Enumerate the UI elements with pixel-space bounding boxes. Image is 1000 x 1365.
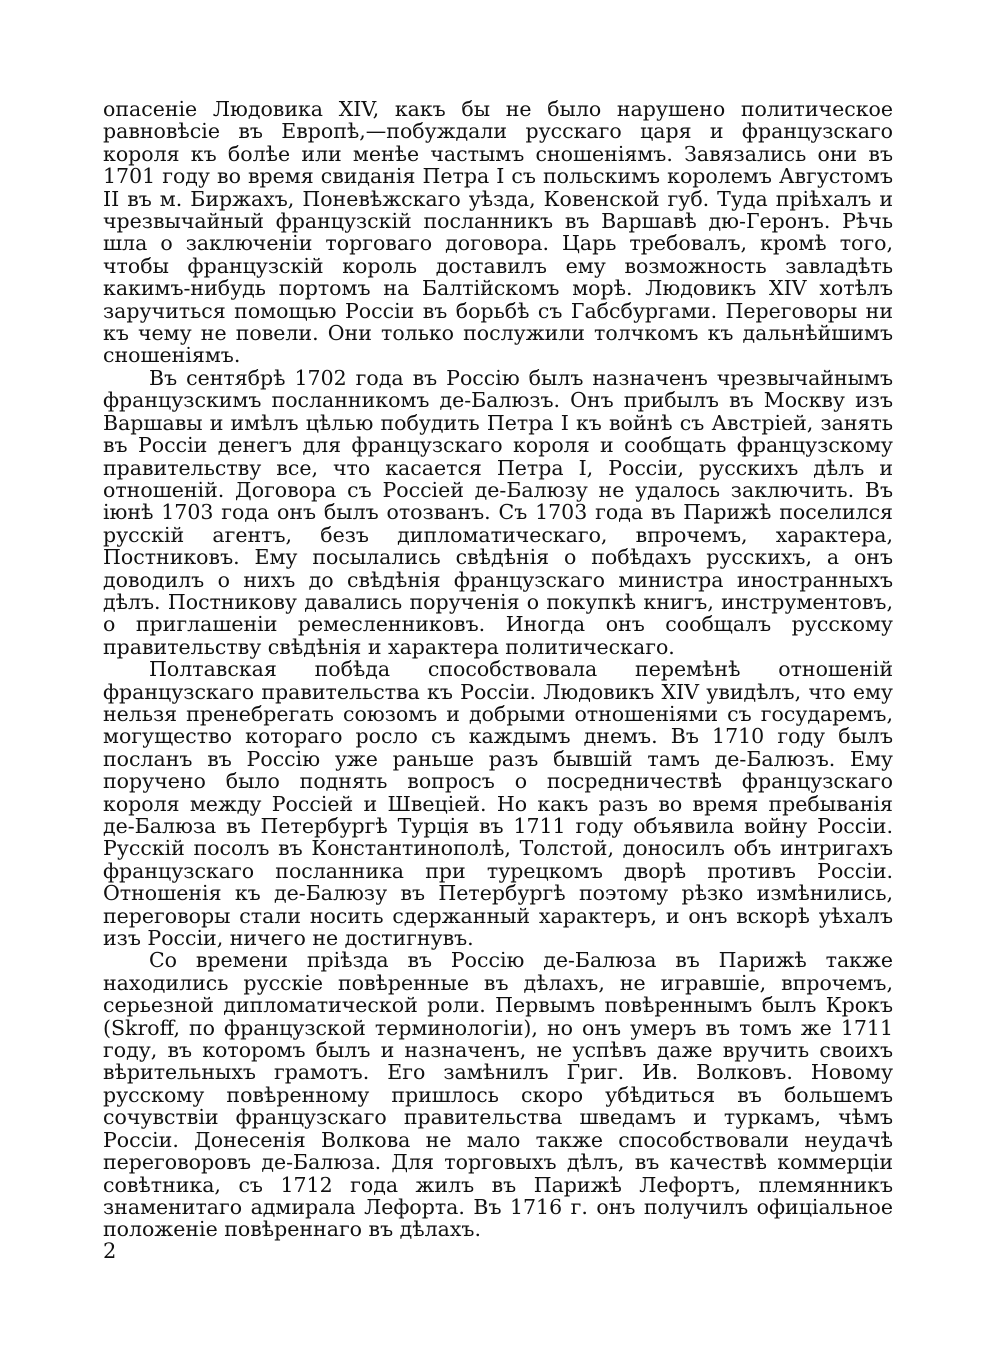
paragraph-4: Со времени пріѣзда въ Россію де-Балюза въ Парижѣ также находились русскіе повѣренные въ дѣлахъ, не игравшіе, впрочемъ, серьезной дипломатической роли. Первымъ повѣреннымъ былъ Крокъ (Skroff, по французской терминологіи), но онъ умеръ въ томъ же 1711 году, въ которомъ былъ и назначенъ, не успѣвъ даже вручить своихъ вѣрительныхъ грамотъ. Его замѣнилъ Григ. Ив. Волковъ. Новому русскому повѣренному пришлось скоро убѣдиться въ большемъ сочувствіи французскаго правительства шведамъ и туркамъ, чѣмъ Россіи. Донесенія Волкова не мало также способствовали неудачѣ переговоровъ де-Балюза. Для торговыхъ дѣлъ, въ качествѣ коммерціи совѣтника, съ 1712 года жилъ въ Парижѣ Лефортъ, племянникъ знаменитаго адмирала Лефорта. Въ 1716 г. онъ получилъ офиціальное положеніе повѣреннаго въ дѣлахъ. [103,948,893,1242]
paragraph-3: Полтавская побѣда способствовала перемѣнѣ отношеній французскаго правительства къ Россіи. Людовикъ XIV увидѣлъ, что ему нельзя пренебрегать союзомъ и добрыми отношеніями съ государемъ, могущество котораго росло съ каждымъ днемъ. Въ 1710 году былъ посланъ въ Россію уже раньше разъ бывшій тамъ де-Балюзъ. Ему поручено было поднять вопросъ о посредничествѣ французскаго короля между Россіей и Швеціей. Но какъ разъ во время пребыванія де-Балюза въ Петербургѣ Турція въ 1711 году объявила войну Россіи. Русскій посолъ въ Константинополѣ, Толстой, доносилъ объ интригахъ французскаго посланника при турецкомъ дворѣ противъ Россіи. Отношенія къ де-Балюзу въ Петербургѣ поэтому рѣзко измѣнились, переговоры стали носить сдержанный характеръ, и онъ вскорѣ уѣхалъ изъ Россіи, ничего не достигнувъ. [103,657,893,951]
paragraph-2: Въ сентябрѣ 1702 года въ Россію былъ назначенъ чрезвычайнымъ французскимъ посланникомъ де-Балюзъ. Онъ прибылъ въ Москву изъ Варшавы и имѣлъ цѣлью побудить Петра I къ войнѣ съ Австріей, занять въ Россіи денегъ для французскаго короля и сообщать французскому правительству все, что касается Петра I, Россіи, русскихъ дѣлъ и отношеній. Договора съ Россіей де-Балюзу не удалось заключить. Въ іюнѣ 1703 года онъ былъ отозванъ. Съ 1703 года въ Парижѣ поселился русскій агентъ, безъ дипломатическаго, впрочемъ, характера, Постниковъ. Ему посылались свѣдѣнія о побѣдахъ русскихъ, а онъ доводилъ о нихъ до свѣдѣнія французскаго министра иностранныхъ дѣлъ. Постникову давались порученія о покупкѣ книгъ, инструментовъ, о приглашеніи ремесленниковъ. Иногда онъ сообщалъ русскому правительству свѣдѣнія и характера политическаго. [103,365,893,659]
paragraph-1: опасеніе Людовика XIV, какъ бы не было нарушено политическое равновѣсіе въ Европѣ,—побуждали русскаго царя и французскаго короля къ болѣе или менѣе частымъ сношеніямъ. Завязались они въ 1701 году во время свиданія Петра I съ польскимъ королемъ Августомъ II въ м. Биржахъ, Поневѣжскаго уѣзда, Ковенской губ. Туда пріѣхалъ и чрезвычайный французскій посланникъ въ Варшавѣ дю-Геронъ. Рѣчь шла о заключеніи торговаго договора. Царь требовалъ, кромѣ того, чтобы французскій король доставилъ ему возможность завладѣть какимъ-нибудь портомъ на Балтійскомъ морѣ. Людовикъ XIV хотѣлъ заручиться помощью Россіи въ борьбѣ съ Габсбургами. Переговоры ни къ чему не повели. Они только послужили толчкомъ къ дальнѣйшимъ сношеніямъ. [103,97,893,368]
page-body [103,98,893,1241]
page-number: 2 [103,1239,117,1263]
